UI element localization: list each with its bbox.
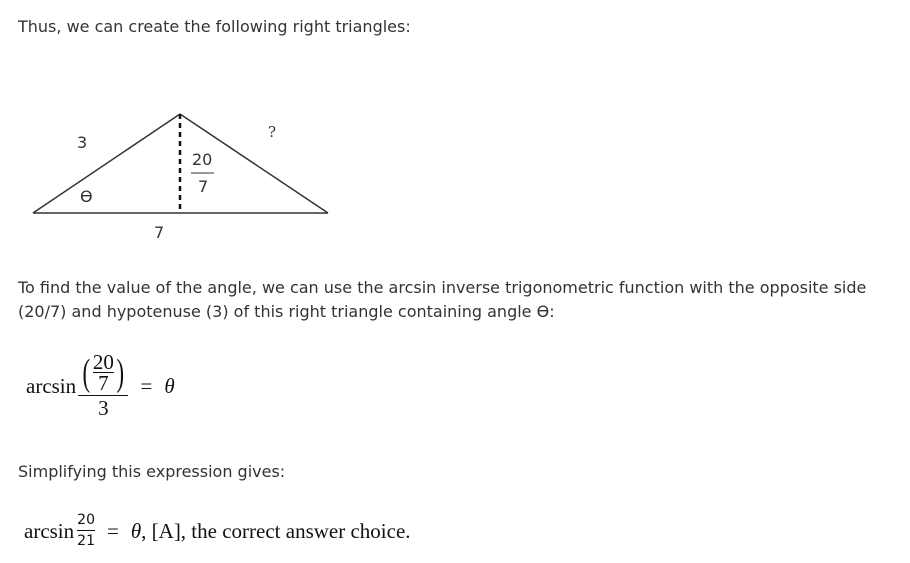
label-height-numerator: 20	[192, 150, 213, 169]
label-unknown: ?	[268, 123, 277, 141]
simplified-fraction	[77, 512, 95, 550]
equation-arcsin-simplified	[24, 512, 411, 550]
equals-sign: =	[106, 518, 119, 543]
arcsin-function: arcsin	[24, 518, 75, 543]
equals-sign: =	[140, 373, 153, 398]
right-paren: )	[116, 351, 124, 394]
outer-denominator: 3	[98, 396, 109, 420]
equation-arcsin-compound	[26, 352, 175, 420]
inner-numerator: 20	[92, 350, 114, 374]
simplified-denominator: 21	[77, 533, 95, 549]
arcsin-function: arcsin	[26, 373, 77, 398]
label-base: 7	[154, 223, 165, 242]
outer-numerator	[78, 352, 128, 395]
triangle-diagram	[0, 100, 360, 250]
simplified-numerator: 20	[77, 512, 95, 528]
intro-text: Thus, we can create the following right triangles:	[18, 17, 411, 36]
theta-symbol: θ	[130, 518, 142, 543]
find-angle-text: To find the value of the angle, we can use the arcsin inverse trigonometric function with the opposite side (20/7) and hypotenuse (3) of this right triangle containing angle ϴ:	[18, 278, 867, 321]
simplifying-text: Simplifying this expression gives:	[18, 462, 286, 481]
theta-symbol: θ	[164, 373, 175, 398]
answer-choice-text: , [A], the correct answer choice.	[141, 518, 411, 543]
label-angle: ϴ	[80, 187, 93, 206]
outer-fraction	[78, 352, 128, 420]
left-paren: (	[82, 351, 91, 394]
label-hypotenuse: 3	[77, 133, 88, 152]
triangle-left-side	[33, 114, 180, 213]
label-height-denominator: 7	[198, 177, 209, 196]
inner-fraction	[93, 352, 114, 393]
inner-denominator: 7	[98, 371, 109, 395]
